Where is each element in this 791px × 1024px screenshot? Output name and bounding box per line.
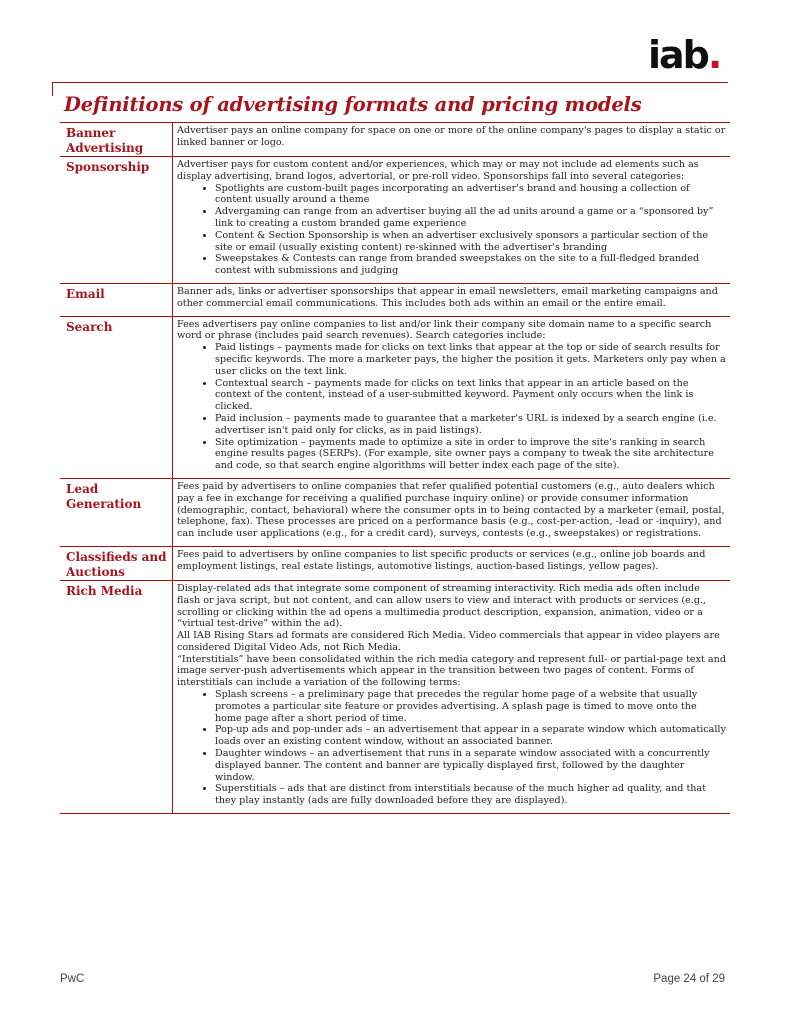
definition-cell	[172, 479, 730, 546]
term-cell: Classifieds and Auctions	[66, 549, 167, 579]
table-row	[60, 156, 730, 283]
list-item: • Splash screens – a preliminary page that precedes the regular home page of a website that usually promotes a particular site feature or provides advertising. A splash page is timed to move onto the home page after a short period of time.	[215, 689, 726, 724]
definition-cell	[172, 284, 730, 316]
table-row	[60, 122, 730, 156]
table-row	[60, 478, 730, 546]
term-cell: Sponsorship	[66, 160, 150, 174]
definition-cell	[172, 123, 730, 156]
list-item: • Paid listings – payments made for clicks on text links that appear at the top or side of search results for specific keywords. The more a marketer pays, the higher the position it gets. Marketers only pay when a user clicks on the text link.	[215, 342, 726, 377]
list-item: • Content & Section Sponsorship is when an advertiser exclusively sponsors a particular section of the site or email (usually existing content) re-skinned with the advertiser's branding	[215, 230, 726, 254]
definition-text: Advertiser pays for custom content and/or experiences, which may or may not include ad elements such as display advertising, brand logos, advertorial, or pre-roll video. Sponsorships fall into several categories:	[177, 159, 699, 182]
term-cell: Search	[66, 319, 113, 334]
definition-text: Fees advertisers pay online companies to list and/or link their company site domain name to a specific search word or phrase (includes paid search revenues). Search categories include:	[177, 318, 712, 342]
list-item: • Spotlights are custom-built pages incorporating an advertiser's brand and housing a collection of content usually around a theme	[215, 183, 726, 207]
table-row	[60, 580, 730, 814]
list-item: • Contextual search – payments made for clicks on text links that appear in an article based on the context of the content, instead of a user-submitted keyword. Payment only occurs when the link is clicked.	[215, 378, 726, 413]
definitions-table	[60, 122, 730, 814]
list-item: • Daughter windows – an advertisement that runs in a separate window associated with a concurrently displayed banner. The content and banner are typically displayed first, followed by the daughter window.	[215, 748, 726, 783]
definition-text: “Interstitials” have been consolidated within the rich media category and represent full- or partial-page text and image server-push advertisements which appear in the transition between two pages of content. Forms of interstitials can include a variation of the following terms:	[177, 653, 726, 689]
definition-cell	[172, 317, 730, 478]
footer-company: PwC	[60, 973, 85, 985]
header-rule-tick	[52, 82, 53, 96]
definition-bullet-list	[177, 342, 726, 472]
table-row	[60, 316, 730, 478]
logo-dot: .	[707, 33, 721, 77]
definition-cell	[172, 157, 730, 283]
definition-text: All IAB Rising Stars ad formats are considered Rich Media. Video commercials that appear in video players are considered Digital Video Ads, not Rich Media.	[177, 630, 720, 653]
definition-bullet-list	[177, 689, 726, 807]
logo-text: iab	[648, 33, 708, 77]
list-item: • Sweepstakes & Contests can range from branded sweepstakes on the site to a full-fledged branded contest with submissions and judging	[215, 253, 726, 277]
table-row	[60, 283, 730, 316]
definition-text: Display-related ads that integrate some component of streaming interactivity. Rich media ads often include flash or java script, but not content, and can allow users to view and interact with products or services (e.g., scrolling or clicking within the ad opens a multimedia product description, expansion, animation, video or a “virtual test-drive” within the ad).	[177, 582, 707, 630]
definition-cell	[172, 547, 730, 580]
iab-logo	[648, 33, 721, 77]
list-item: • Site optimization – payments made to optimize a site in order to improve the site's ranking in search engine results pages (SERPs). (For example, site owner pays a company to tweak the site architecture and code, so that search engine algorithms will better index each page of the site).	[215, 437, 726, 472]
definition-bullet-list	[177, 183, 726, 277]
page-title: Definitions of advertising formats and pricing models	[64, 93, 642, 116]
definition-text: Fees paid to advertisers by online companies to list specific products or services (e.g., online job boards and employment listings, real estate listings, automotive listings, auction-based listings, yellow pages).	[177, 548, 706, 572]
definition-cell	[172, 581, 730, 813]
term-cell: Lead Generation	[66, 481, 142, 511]
term-cell: Banner Advertising	[66, 126, 144, 155]
list-item: • Advergaming can range from an advertiser buying all the ad units around a game or a “sponsored by” link to creating a custom branded game experience	[215, 206, 726, 230]
definition-text: Banner ads, links or advertiser sponsorships that appear in email newsletters, email marketing campaigns and other commercial email communications. This includes both ads within an email or the entire email.	[177, 285, 718, 309]
table-row	[60, 546, 730, 580]
list-item: • Pop-up ads and pop-under ads – an advertisement that appear in a separate window which automatically loads over an existing content window, without an associated banner.	[215, 724, 726, 748]
definition-text: Fees paid by advertisers to online companies that refer qualified potential customers (e.g., auto dealers which pay a fee in exchange for receiving a qualified purchase inquiry online) or provide consumer information (demographic, contact, behavioral) where the consumer opts in to being contacted by a marketer (email, postal, telephone, fax). These processes are priced on a performance basis (e.g., cost-per-action, -lead or -inquiry), and can include user applications (e.g., for a credit card), surveys, contests (e.g., sweepstakes) or registrations.	[177, 480, 725, 540]
term-cell: Email	[66, 286, 105, 301]
list-item: • Superstitials – ads that are distinct from interstitials because of the much higher ad quality, and that they play instantly (ads are fully downloaded before they are displayed).	[215, 783, 726, 807]
footer-page-number: Page 24 of 29	[653, 973, 725, 985]
definition-text: Advertiser pays an online company for space on one or more of the online company's pages to display a static or linked banner or logo.	[177, 125, 726, 148]
list-item: • Paid inclusion – payments made to guarantee that a marketer's URL is indexed by a search engine (i.e. advertiser isn't paid only for clicks, as in paid listings).	[215, 413, 726, 437]
header-rule	[52, 82, 728, 83]
term-cell: Rich Media	[66, 583, 143, 598]
